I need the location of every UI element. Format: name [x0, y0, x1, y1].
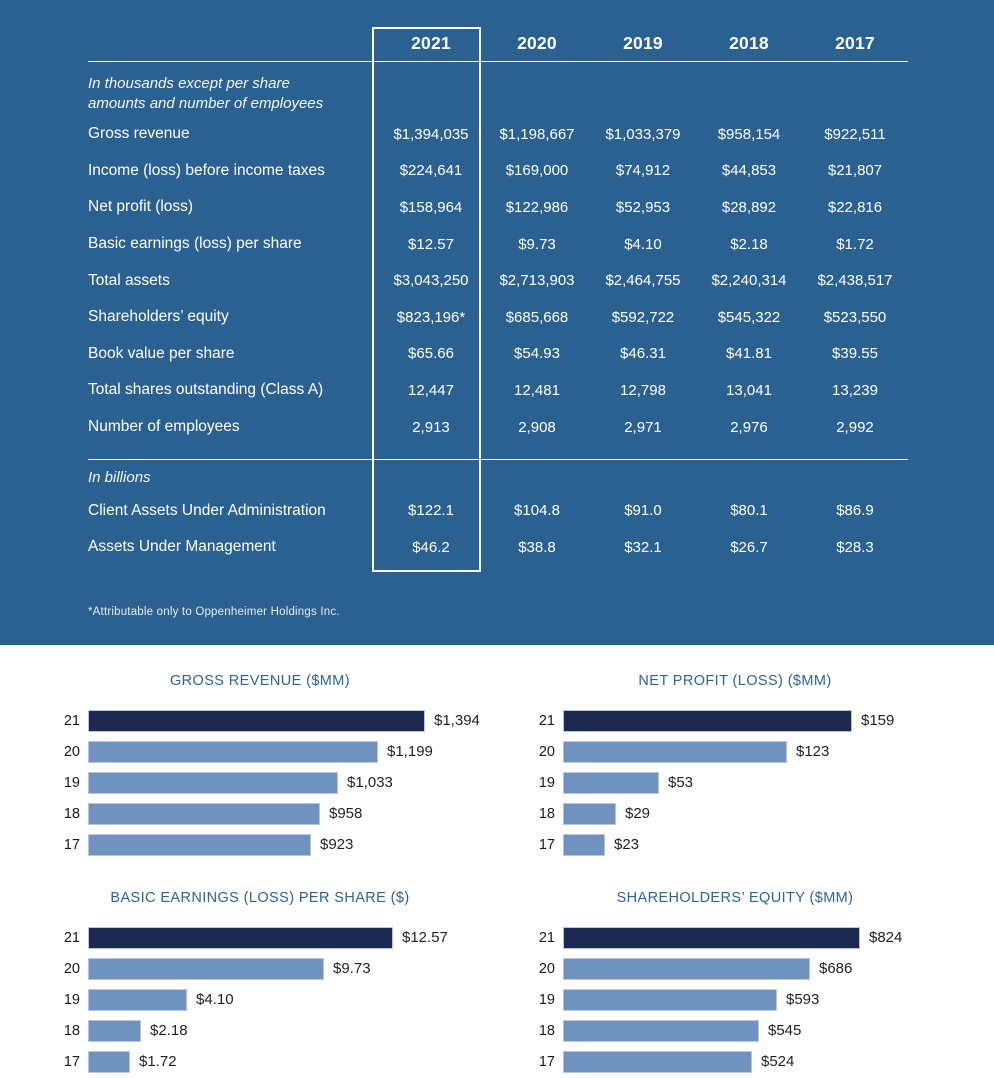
table-cell: 12,798 — [620, 381, 666, 399]
row-label: Client Assets Under Administration — [88, 501, 326, 519]
table-cell: $54.93 — [514, 345, 560, 363]
bar — [563, 927, 860, 949]
bar-value-label: $686 — [819, 960, 853, 977]
bar-row — [515, 1046, 955, 1077]
bar — [88, 710, 425, 732]
bar-row — [515, 767, 955, 798]
bar — [88, 772, 338, 794]
units-note-line2: amounts and number of employees — [88, 95, 324, 112]
bar-value-label: $545 — [768, 1022, 802, 1039]
table-cell: $958,154 — [717, 125, 781, 143]
table-cell: $39.55 — [832, 345, 878, 363]
bar-year-label: 17 — [538, 1053, 555, 1070]
bar — [88, 834, 311, 856]
row-label: Income (loss) before income taxes — [88, 161, 325, 179]
row-label: Gross revenue — [88, 125, 190, 143]
table-cell: $224,641 — [399, 162, 463, 180]
bar-year-label: 20 — [63, 743, 80, 760]
bar-year-label: 21 — [63, 929, 80, 946]
table-row-client-assets — [88, 492, 908, 529]
units-note — [88, 74, 908, 114]
bar — [88, 989, 187, 1011]
table-cell: $2,464,755 — [605, 272, 681, 290]
charts-row-bottom — [0, 888, 994, 1077]
bar-value-label: $524 — [761, 1053, 795, 1070]
table-cell: $12.57 — [408, 235, 454, 253]
bar — [563, 989, 777, 1011]
bar-year-label: 21 — [538, 712, 555, 729]
table-cell: $1,394,035 — [393, 125, 469, 143]
bar-year-label: 18 — [538, 805, 555, 822]
charts-section — [0, 645, 994, 1077]
chart-bars — [40, 705, 480, 860]
basic-eps-chart — [40, 888, 480, 1077]
table-cell: 2,913 — [412, 418, 450, 436]
bar-value-label: $159 — [861, 712, 895, 729]
row-label: Number of employees — [88, 418, 240, 436]
bar-value-label: $1.72 — [139, 1053, 177, 1070]
table-cell: $158,964 — [399, 198, 463, 216]
table-cell: 13,041 — [726, 381, 772, 399]
bar-row — [40, 829, 480, 860]
bar-row — [515, 736, 955, 767]
table-cell: $22,816 — [827, 198, 883, 216]
charts-row-top — [0, 671, 994, 860]
table-header-row — [88, 0, 908, 62]
table-cell: $86.9 — [836, 502, 874, 520]
table-cell: 2,992 — [836, 418, 874, 436]
bar-row — [40, 705, 480, 736]
table-cell: $26.7 — [730, 538, 768, 556]
bar-year-label: 18 — [538, 1022, 555, 1039]
bar — [563, 958, 810, 980]
table-row-total-assets — [88, 262, 908, 299]
bar-year-label: 17 — [63, 1053, 80, 1070]
table-cell: $2.18 — [730, 235, 768, 253]
bar-value-label: $29 — [625, 805, 651, 822]
row-label: Net profit (loss) — [88, 198, 194, 216]
table-cell: $52,953 — [615, 198, 671, 216]
bar-value-label: $9.73 — [333, 960, 371, 977]
bar-row — [40, 984, 480, 1015]
bar-value-label: $123 — [796, 743, 830, 760]
gross-revenue-chart — [40, 671, 480, 860]
bar-row — [40, 767, 480, 798]
bar-year-label: 19 — [538, 774, 555, 791]
row-label: Book value per share — [88, 344, 235, 362]
table-cell: $2,240,314 — [711, 272, 787, 290]
bar-value-label: $1,394 — [434, 712, 480, 729]
bar-row — [515, 1015, 955, 1046]
bar-row — [40, 922, 480, 953]
bar-row — [515, 705, 955, 736]
table-cell: 12,447 — [408, 381, 454, 399]
chart-bars — [515, 705, 955, 860]
table-cell: $545,322 — [717, 308, 781, 326]
table-row-net-profit — [88, 189, 908, 226]
bar-year-label: 17 — [63, 836, 80, 853]
bar-value-label: $958 — [329, 805, 363, 822]
chart-bars — [40, 922, 480, 1077]
table-cell: $2,438,517 — [817, 272, 893, 290]
table-row-shares-outstanding — [88, 372, 908, 409]
bar — [88, 741, 378, 763]
table-cell: $65.66 — [408, 345, 454, 363]
bar-value-label: $824 — [869, 929, 903, 946]
bar — [88, 958, 324, 980]
bar-row — [515, 953, 955, 984]
bar-value-label: $4.10 — [196, 991, 234, 1008]
bar-value-label: $1,199 — [387, 743, 433, 760]
bar — [88, 927, 393, 949]
table-cell: $922,511 — [824, 125, 886, 143]
table-cell: $685,668 — [505, 308, 569, 326]
bar-year-label: 20 — [538, 960, 555, 977]
billions-body — [88, 492, 908, 565]
table-cell: 12,481 — [514, 381, 560, 399]
table-cell: $823,196* — [396, 308, 466, 326]
bar-year-label: 19 — [538, 991, 555, 1008]
bar-row — [40, 798, 480, 829]
bar-row — [515, 798, 955, 829]
bar-year-label: 19 — [63, 774, 80, 791]
chart-bars — [515, 922, 955, 1077]
table-cell: $32.1 — [624, 538, 662, 556]
table-cell: $46.31 — [620, 345, 666, 363]
row-label: Basic earnings (loss) per share — [88, 235, 302, 253]
table-cell: $46.2 — [412, 538, 450, 556]
bar-row — [515, 922, 955, 953]
bar-row — [40, 1046, 480, 1077]
bar-value-label: $23 — [614, 836, 640, 853]
bar-value-label: $2.18 — [150, 1022, 188, 1039]
year-header-2018: 2018 — [729, 33, 769, 53]
table-cell: 2,971 — [624, 418, 662, 436]
bar-year-label: 20 — [63, 960, 80, 977]
bar — [563, 1020, 759, 1042]
chart-title: NET PROFIT (LOSS) ($MM) — [638, 673, 832, 689]
table-body — [88, 116, 908, 445]
table-cell: $91.0 — [624, 502, 662, 520]
bar-value-label: $593 — [786, 991, 820, 1008]
year-header-2017: 2017 — [835, 33, 875, 53]
year-header-2019: 2019 — [623, 33, 663, 53]
shareholders-equity-chart — [515, 888, 955, 1077]
table-cell: $523,550 — [823, 308, 887, 326]
units-note-line1: In thousands except per share — [88, 75, 290, 92]
table-cell: $104.8 — [514, 502, 560, 520]
bar — [563, 803, 616, 825]
billions-note: In billions — [88, 469, 151, 487]
year-header-2021: 2021 — [411, 33, 451, 53]
net-profit-chart — [515, 671, 955, 860]
bar — [563, 741, 787, 763]
table-cell: $21,807 — [827, 162, 883, 180]
table-cell: $80.1 — [730, 502, 768, 520]
bar — [563, 772, 659, 794]
table-cell: $9.73 — [518, 235, 556, 253]
table-cell: $3,043,250 — [393, 272, 469, 290]
bar — [88, 1020, 141, 1042]
bar-year-label: 19 — [63, 991, 80, 1008]
highlights-table — [88, 0, 908, 566]
bar-year-label: 21 — [63, 712, 80, 729]
table-cell: $44,853 — [721, 162, 777, 180]
bar — [88, 1051, 130, 1073]
table-cell: $169,000 — [505, 162, 569, 180]
table-cell: $1.72 — [836, 235, 874, 253]
table-cell: $122,986 — [505, 198, 569, 216]
table-row-gross-revenue — [88, 116, 908, 153]
table-cell: 2,976 — [730, 418, 768, 436]
row-label: Total shares outstanding (Class A) — [88, 381, 324, 399]
bar-row — [40, 1015, 480, 1046]
bar-row — [40, 953, 480, 984]
chart-title: SHAREHOLDERS’ EQUITY ($MM) — [616, 890, 854, 906]
table-cell: $4.10 — [624, 235, 662, 253]
table-row-book-value — [88, 336, 908, 373]
bar-year-label: 20 — [538, 743, 555, 760]
bar-row — [40, 736, 480, 767]
chart-title: BASIC EARNINGS (LOSS) PER SHARE ($) — [110, 890, 410, 906]
table-cell: 2,908 — [518, 418, 556, 436]
table-cell: $74,912 — [615, 162, 671, 180]
bar — [563, 710, 852, 732]
bar-row — [515, 984, 955, 1015]
bar — [563, 834, 605, 856]
table-cell: $592,722 — [611, 308, 675, 326]
bar-year-label: 18 — [63, 805, 80, 822]
table-cell: 13,239 — [832, 381, 878, 399]
table-cell: $28.3 — [836, 538, 874, 556]
bar-row — [515, 829, 955, 860]
row-label: Shareholders’ equity — [88, 308, 229, 326]
table-cell: $2,713,903 — [499, 272, 575, 290]
table-footnote: *Attributable only to Oppenheimer Holdings Inc. — [88, 606, 340, 618]
table-row-basic-eps — [88, 226, 908, 263]
bar-value-label: $1,033 — [347, 774, 393, 791]
bar-year-label: 21 — [538, 929, 555, 946]
bar-year-label: 17 — [538, 836, 555, 853]
chart-title: GROSS REVENUE ($MM) — [169, 673, 350, 689]
table-row-income-before-taxes — [88, 153, 908, 190]
bar — [563, 1051, 752, 1073]
bar-value-label: $923 — [320, 836, 354, 853]
table-cell: $1,033,379 — [605, 125, 681, 143]
table-cell: $122.1 — [408, 502, 454, 520]
table-row-aum — [88, 529, 908, 566]
table-row-shareholders-equity — [88, 299, 908, 336]
bar — [88, 803, 320, 825]
table-cell: $1,198,667 — [499, 125, 575, 143]
table-cell: $41.81 — [726, 345, 772, 363]
year-header-2020: 2020 — [517, 33, 557, 53]
table-cell: $38.8 — [518, 538, 556, 556]
bar-value-label: $12.57 — [402, 929, 448, 946]
row-label: Total assets — [88, 271, 170, 289]
bar-value-label: $53 — [668, 774, 694, 791]
table-row-employees — [88, 409, 908, 446]
bar-year-label: 18 — [63, 1022, 80, 1039]
table-cell: $28,892 — [721, 198, 777, 216]
row-label: Assets Under Management — [88, 538, 276, 556]
